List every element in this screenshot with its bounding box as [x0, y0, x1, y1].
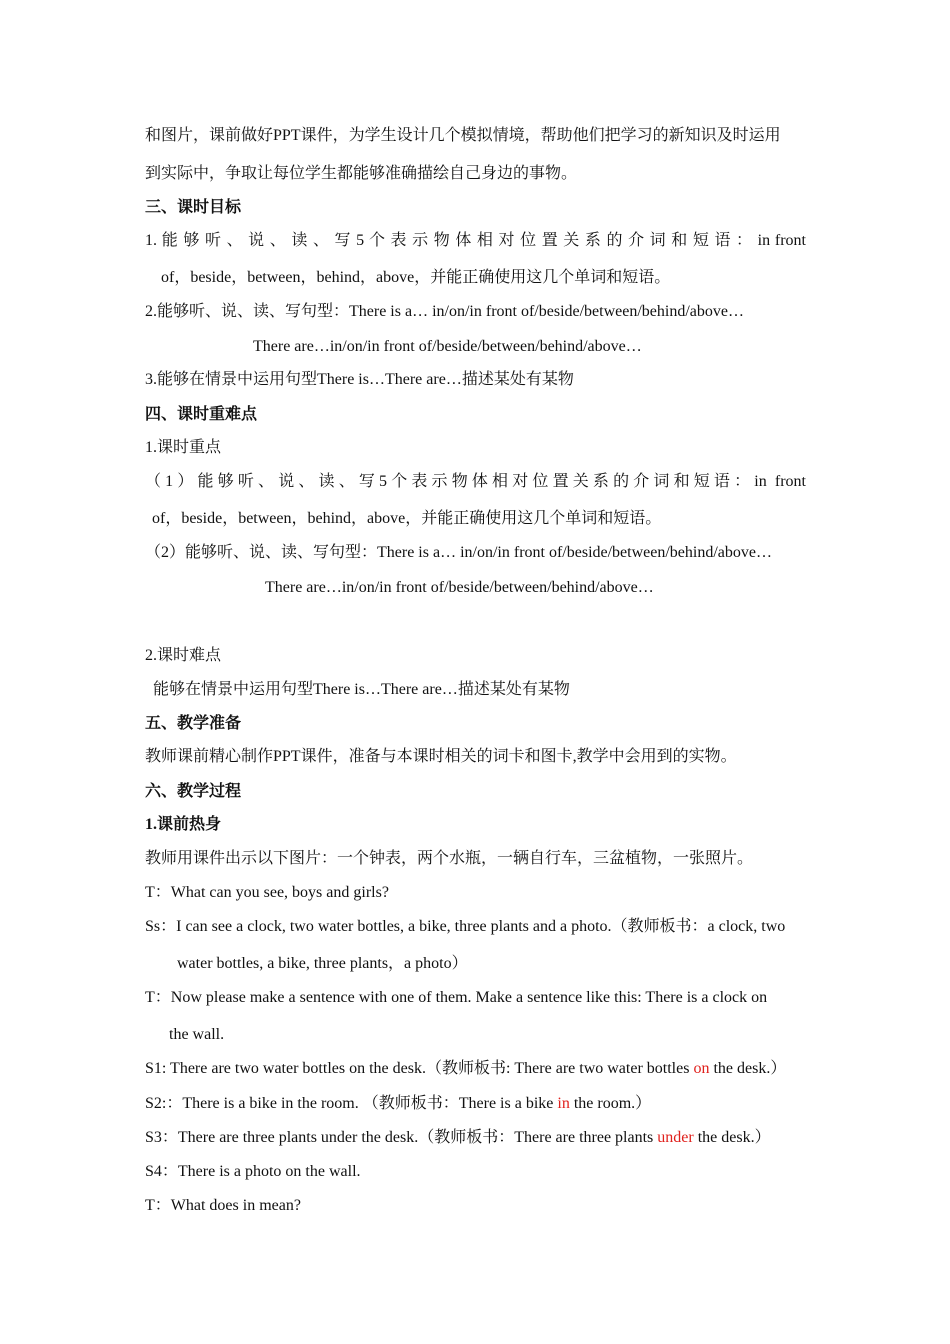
difficulty-title: 2.课时难点: [145, 647, 222, 664]
highlight-in: in: [557, 1095, 570, 1112]
key-point-1-line-1: （1）能够听、说、读、写5个表示物体相对位置关系的介词和短语：in front: [145, 473, 806, 490]
intro-line-1: 和图片，课前做好PPT课件，为学生设计几个模拟情境，帮助他们把学习的新知识及时运用: [145, 127, 781, 144]
dialogue-s1-text: S1: There are two water bottles on the desk.（教师板书: There are two water bottles: [145, 1060, 694, 1077]
intro-line-2: 到实际中，争取让每位学生都能够准确描绘自己身边的事物。: [145, 165, 578, 182]
key-point-1-line-2: of，beside，between，behind，above，并能正确使用这几个单词和短语。: [152, 510, 662, 527]
dialogue-teacher-3: T：What does in mean?: [145, 1197, 301, 1214]
difficulty-1: 能够在情景中运用句型There is…There are…描述某处有某物: [153, 681, 570, 698]
warm-up-paragraph: 教师用课件出示以下图片：一个钟表，两个水瓶，一辆自行车，三盆植物，一张照片。: [145, 850, 754, 867]
dialogue-teacher-1: T：What can you see, boys and girls?: [145, 884, 389, 901]
goal-2-line-1: 2.能够听、说、读、写句型：There is a… in/on/in front of/beside/between/behind/above…: [145, 303, 745, 320]
dialogue-s3: [145, 1128, 771, 1148]
section-heading-preparation: 五、教学准备: [145, 715, 242, 732]
key-point-2-line-1: （2）能够听、说、读、写句型：There is a… in/on/in front of/beside/between/behind/above…: [145, 544, 773, 561]
section-heading-goals: 三、课时目标: [145, 199, 242, 216]
dialogue-s4: S4：There is a photo on the wall.: [145, 1163, 361, 1180]
dialogue-s1-end: the desk.）: [709, 1060, 787, 1077]
goal-2-line-2: There are…in/on/in front of/beside/between/behind/above…: [253, 338, 642, 355]
dialogue-s3-end: the desk.）: [693, 1129, 771, 1146]
dialogue-students-1-continued: water bottles, a bike, three plants，a photo）: [177, 955, 468, 972]
key-point-2-line-2: There are…in/on/in front of/beside/between/behind/above…: [265, 579, 654, 596]
preparation-text: 教师课前精心制作PPT课件，准备与本课时相关的词卡和图卡,教学中会用到的实物。: [145, 748, 737, 765]
key-points-title: 1.课时重点: [145, 439, 222, 456]
goal-1-line-1: 1. 能 够 听 、 说 、 读 、 写 5 个 表 示 物 体 相 对 位 置 关 系 的 介 词 和 短 语 ： in front: [145, 232, 806, 249]
dialogue-s2-end: the room.）: [569, 1095, 652, 1112]
dialogue-s1: [145, 1059, 786, 1079]
goal-3: 3.能够在情景中运用句型There is…There are…描述某处有某物: [145, 371, 574, 388]
highlight-under: under: [657, 1129, 694, 1146]
dialogue-s2: [145, 1094, 651, 1114]
dialogue-s3-text: S3：There are three plants under the desk.（教师板书：There are three plants: [145, 1129, 658, 1146]
section-heading-process: 六、教学过程: [145, 783, 242, 800]
dialogue-teacher-2-continued: the wall.: [169, 1026, 225, 1043]
dialogue-students-1: Ss：I can see a clock, two water bottles, a bike, three plants and a photo.（教师板书：a clock, two: [145, 918, 786, 935]
dialogue-s2-text: S2:：There is a bike in the room. （教师板书：There is a bike: [145, 1095, 558, 1112]
section-heading-key-points: 四、课时重难点: [145, 406, 258, 423]
highlight-on: on: [693, 1060, 710, 1077]
dialogue-teacher-2: T：Now please make a sentence with one of them. Make a sentence like this: There is a clock on: [145, 989, 768, 1006]
goal-1-line-2: of，beside，between，behind，above，并能正确使用这几个单词和短语。: [161, 269, 671, 286]
subheading-warm-up: 1.课前热身: [145, 816, 222, 833]
